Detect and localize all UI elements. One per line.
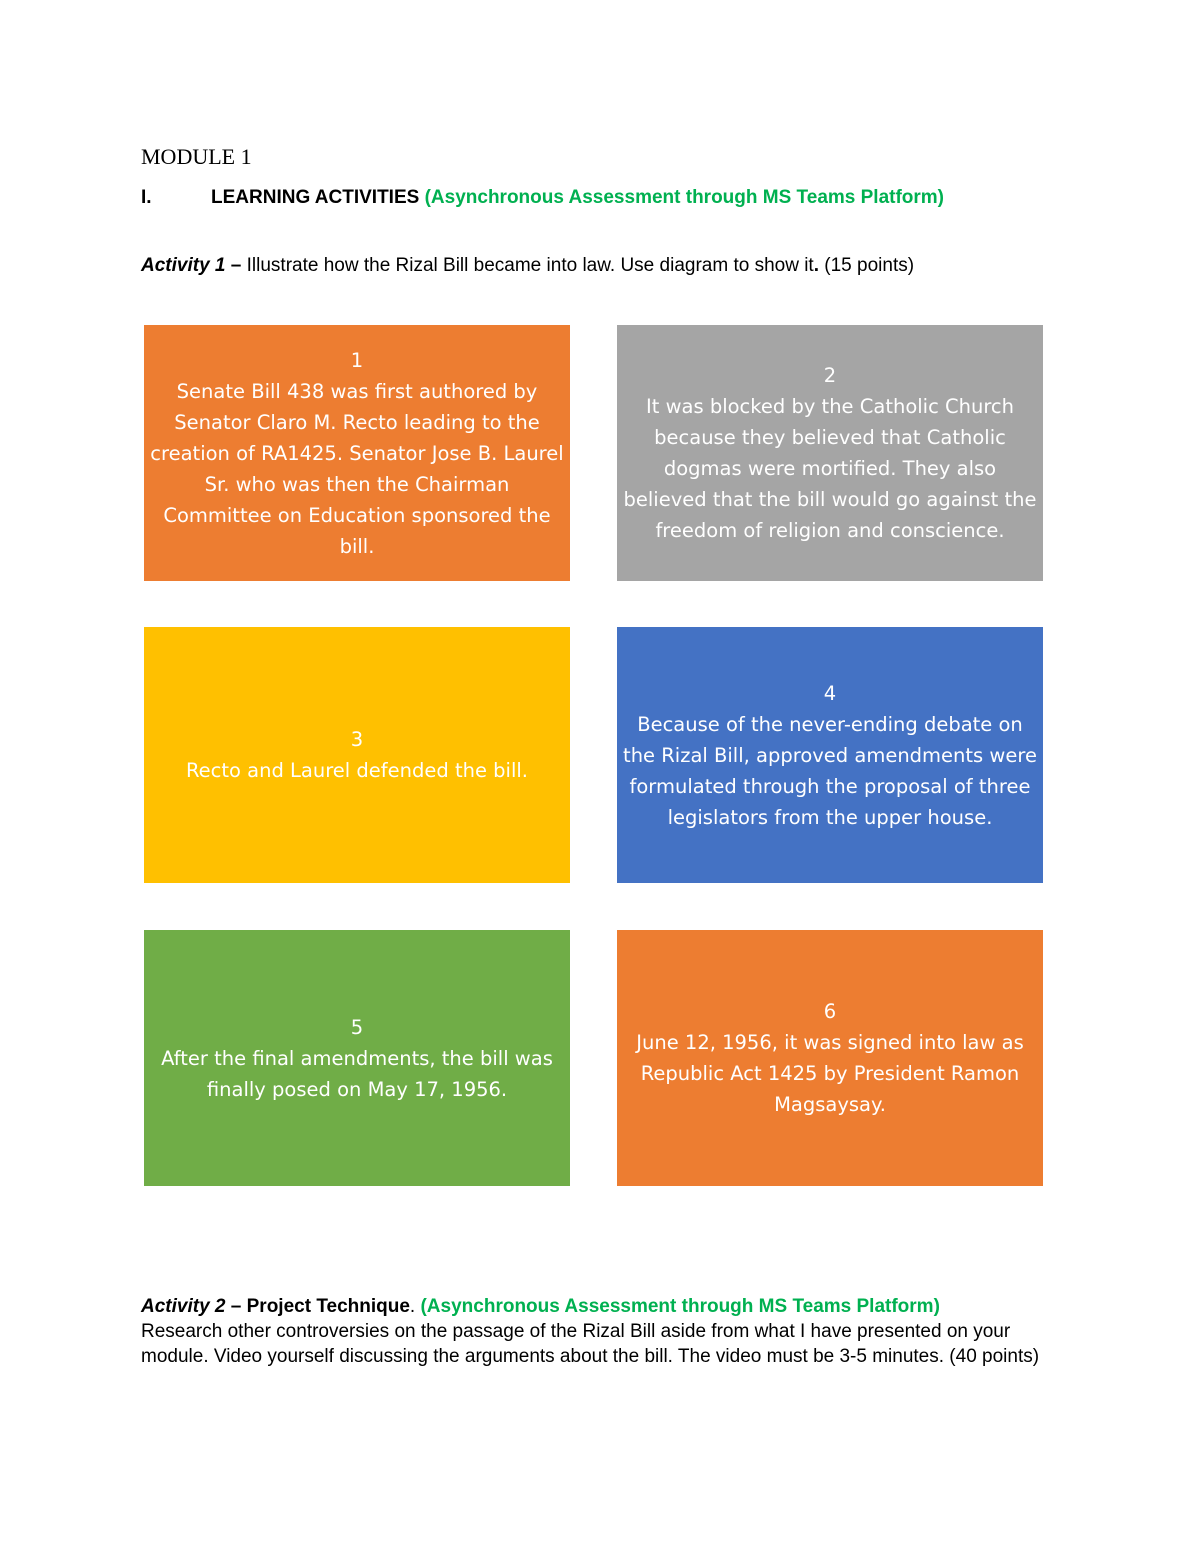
activity-1-period: . (813, 255, 819, 276)
step-text: It was blocked by the Catholic Church because they believed that Catholic dogmas were mortified. They also believed that the bill would go against the freedom of religion and conscience. (623, 395, 1037, 542)
activity-1-points: (15 points) (819, 255, 915, 276)
section-heading (141, 187, 944, 209)
activity-2-body: Research other controversies on the passage of the Rizal Bill aside from what I have presented on your module. Video yourself discussing the arguments about the bill. The video must be 3-5 minutes. (40 points) (141, 1321, 1040, 1367)
diagram-step-1 (144, 325, 570, 581)
activity-2-label: Activity 2 (141, 1296, 226, 1317)
activity-2-title: Project Technique (241, 1296, 410, 1317)
diagram-step-4 (617, 627, 1043, 883)
step-number: 1 (350, 348, 364, 372)
step-number: 4 (823, 681, 837, 705)
step-text: Because of the never-ending debate on the Rizal Bill, approved amendments were formulated through the proposal of three legislators from the upper house. (623, 712, 1037, 829)
activity-2-period: . (409, 1296, 421, 1317)
step-text: Recto and Laurel defended the bill. (185, 759, 528, 782)
diagram-step-3 (144, 627, 570, 883)
activity-2-dash: – (230, 1296, 242, 1317)
activity-2-mode: (Asynchronous Assessment through MS Teams Platform) (420, 1296, 940, 1317)
diagram-step-5 (144, 930, 570, 1186)
activity-1-dash: – (230, 255, 242, 276)
section-title: LEARNING ACTIVITIES (211, 187, 420, 208)
section-mode: (Asynchronous Assessment through MS Teams Platform) (424, 187, 945, 208)
activity-1-label: Activity 1 (141, 255, 226, 276)
section-number: I. (141, 187, 152, 208)
activity-1-text: Illustrate how the Rizal Bill became into law. Use diagram to show it (241, 255, 814, 276)
step-number: 3 (350, 728, 364, 751)
activity-2-instruction (141, 1294, 1061, 1369)
module-title: MODULE 1 (141, 144, 252, 169)
step-text: Senate Bill 438 was first authored by Senator Claro M. Recto leading to the creation of RA1425. Senator Jose B. Laurel Sr. who was then the Chairman Committee on Education sponsored the bill. (150, 379, 564, 558)
step-number: 2 (823, 364, 837, 387)
step-text: June 12, 1956, it was signed into law as Republic Act 1425 by President Ramon Magsaysay. (636, 1031, 1024, 1116)
diagram-step-2 (617, 325, 1043, 581)
diagram-step-6 (617, 930, 1043, 1186)
step-number: 6 (823, 1000, 837, 1023)
activity-1-instruction (141, 255, 914, 277)
step-text: After the final amendments, the bill was finally posed on May 17, 1956. (161, 1046, 553, 1101)
step-number: 5 (350, 1015, 364, 1039)
